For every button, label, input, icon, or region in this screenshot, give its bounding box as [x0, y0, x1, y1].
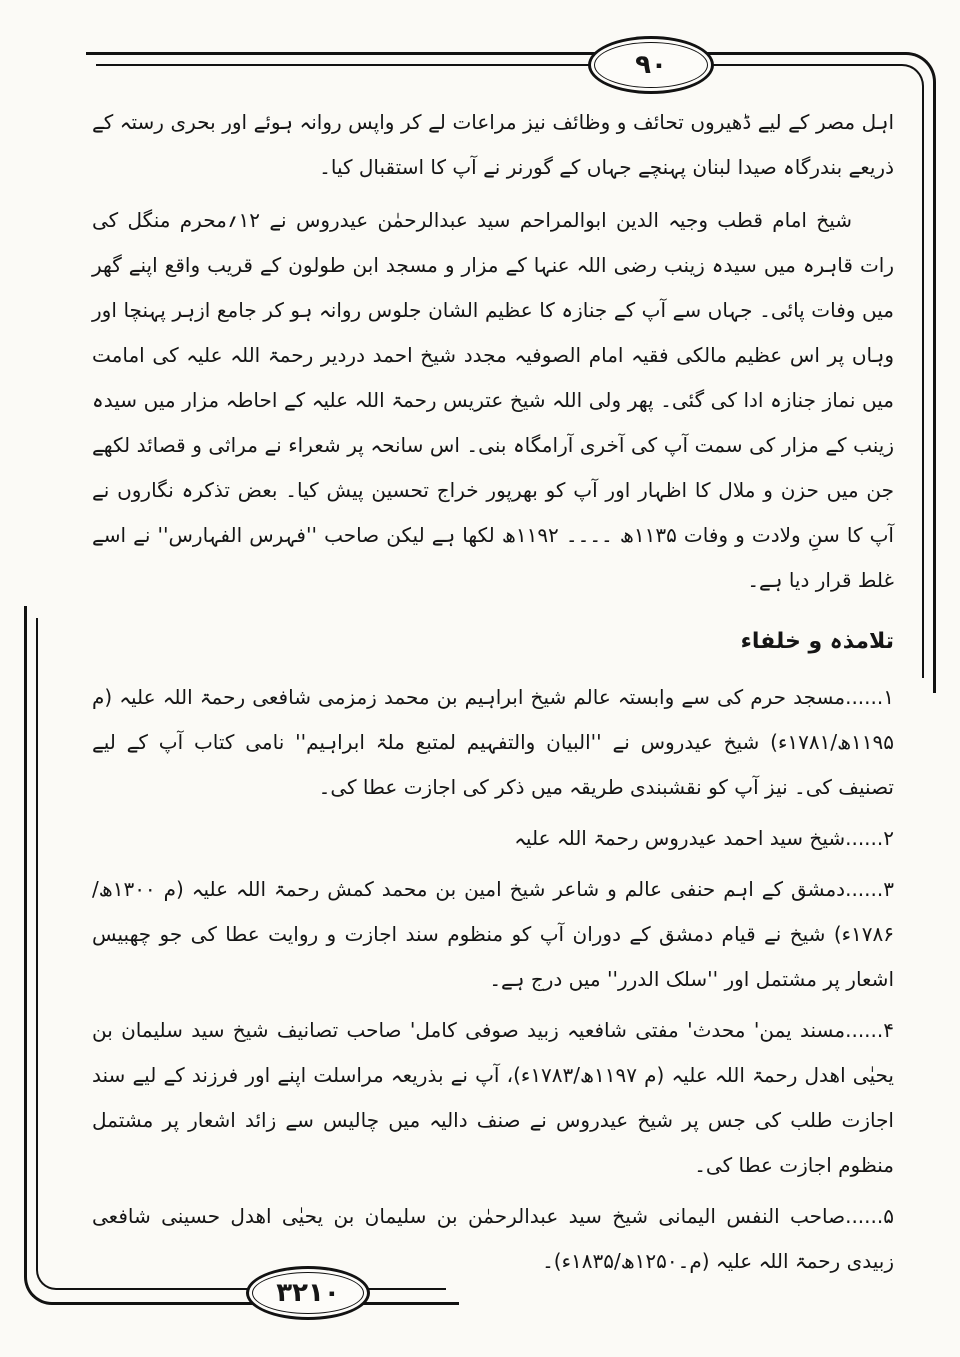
- students-list: [92, 675, 894, 1284]
- section-heading-students-successors: تلامذہ و خلفاء: [740, 629, 894, 654]
- page-text-block: [92, 100, 894, 1290]
- page-number-oval-top: [588, 36, 714, 94]
- paragraph-return-to-egypt: اہل مصر کے لیے ڈھیروں تحائف و وظائف نیز مراعات لے کر واپس روانہ ہوئے اور بحری رستہ کے ذریعے بندرگاہ صیدا لبنان پہنچے جہاں کے گورنر نے آپ کا استقبال کیا۔: [92, 110, 894, 179]
- paragraph-death-and-funeral: شیخ امام قطب وجیہ الدین ابوالمراحم سید عبدالرحمٰن عیدروس نے ۱۲؍محرم منگل کی رات قاہرہ میں سیدہ زینب رضی اللہ عنہا کے مزار و مسجد ابن طولون کے قریب واقع اپنے گھر میں وفات پائی۔ جہاں سے آپ کے جنازہ کا عظیم الشان جلوس روانہ ہو کر جامع ازہر پہنچا اور وہاں پر اس عظیم مالکی فقیہ امام الصوفیہ مجدد شیخ احمد دردیر رحمۃ اللہ علیہ کی امامت میں نماز جنازہ ادا کی گئی۔ پھر ولی اللہ شیخ عتریس رحمۃ اللہ علیہ کے احاطہ مزار میں سیدہ زینب کے مزار کی سمت آپ کی آخری آرامگاہ بنی۔ اس سانحہ پر شعراء نے مراثی و قصائد لکھے جن میں حزن و ملال کا اظہار اور آپ کو بھرپور خراج تحسین پیش کیا۔ بعض تذکرہ نگاروں نے آپ کا سنِ ولادت و وفات ۱۱۳۵ھ ۔۔۔۔ ۱۱۹۲ھ لکھا ہے لیکن صاحب ''فہرس الفہارس'' نے اسے غلط قرار دیا ہے۔: [92, 208, 894, 592]
- list-item: ۵......صاحب النفس الیمانی شیخ سید عبدالرحمٰن بن سلیمان بن یحیٰی اھدل حسینی شافعی زبیدی رحمۃ اللہ علیہ (م۔۱۲۵۰ھ/۱۸۳۵ء)۔: [92, 1203, 894, 1273]
- page-number-top: ۹۰: [635, 50, 667, 80]
- list-item: ۴......مسند یمن' محدث' مفتی شافعیہ زبید صوفی کامل' صاحب تصانیف شیخ سید سلیمان بن یحیٰی اھدل رحمۃ اللہ علیہ (م ۱۱۹۷ھ/۱۷۸۳ء)، آپ نے بذریعہ مراسلت اپنے اور فرزند کے لیے سند اجازت طلب کی جس پر شیخ عیدروس نے صنف دالیہ میں چالیس سے زائد اشعار پر مشتمل منظوم اجازت عطا کی۔: [92, 1017, 894, 1177]
- page-number-bottom: ۳۲۱۰: [276, 1278, 340, 1308]
- list-item: ۱......مسجد حرم کی سے وابستہ عالم شیخ ابراہیم بن محمد زمزمی شافعی رحمۃ اللہ علیہ (م ۱۱۹۵ھ/۱۷۸۱ء) شیخ عیدروس نے ''البیان والتفہیم لمتبع ملۃ ابراہیم'' نامی کتاب آپ کے لیے تصنیف کی۔ نیز آپ کو نقشبندی طریقہ میں ذکر کی اجازت عطا کی۔: [92, 684, 894, 799]
- list-item: ۲......شیخ سید احمد عیدروس رحمۃ اللہ علیہ: [514, 825, 894, 850]
- list-item: ۳......دمشق کے اہم حنفی عالم و شاعر شیخ امین بن محمد کمش رحمۃ اللہ علیہ (م ۱۳۰۰ھ/۱۷۸۶ء) شیخ نے قیام دمشق کے دوران آپ کو منظوم سند اجازت و روایت عطا کی جو چھبیس اشعار پر مشتمل اور ''سلک الدرر'' میں درج ہے۔: [92, 876, 894, 991]
